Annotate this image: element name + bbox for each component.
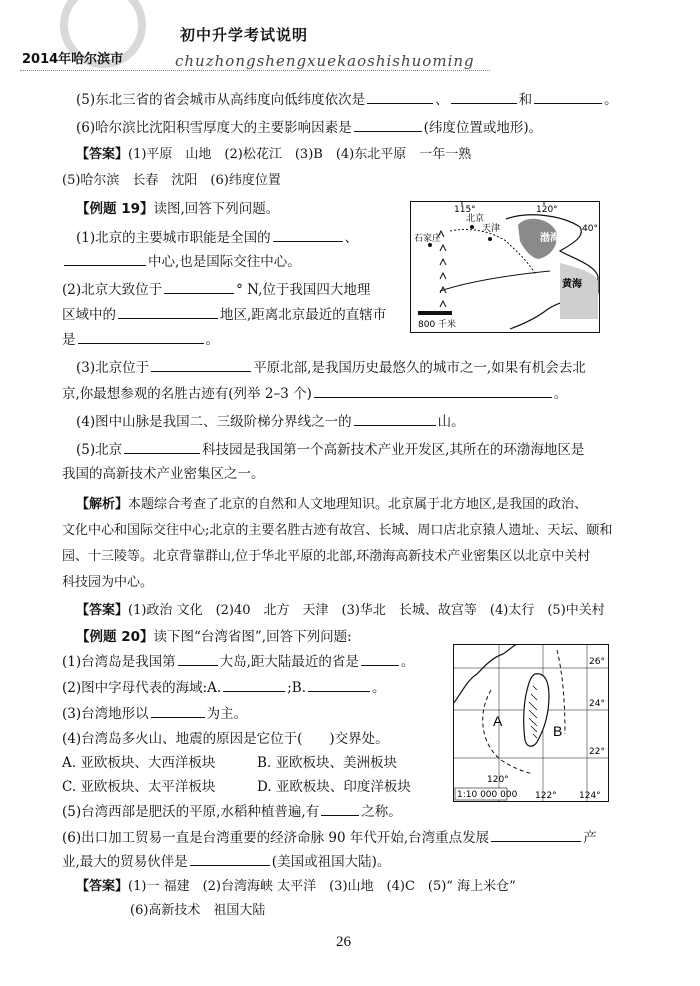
ex19-q2-cont — [62, 305, 386, 324]
q-text: 区域中的 — [62, 307, 116, 323]
answer-text: (5)哈尔滨 长春 沈阳 (6)纬度位置 — [62, 173, 281, 188]
blank — [354, 118, 422, 132]
q-text: ;B. — [287, 680, 306, 696]
answer-text: (1)平原 山地 (2)松花江 (3)B (4)东北平原 一年一熟 — [128, 147, 472, 162]
q-text: 京,你最想参观的名胜古迹有(列举 2–3 个) — [62, 386, 312, 402]
scale-label: 800 千米 — [418, 320, 457, 330]
header-title: 初中升学考试说明 — [180, 26, 309, 44]
option-d: D. 亚欧板块、印度洋板块 — [257, 779, 411, 795]
blank — [64, 252, 146, 266]
blank — [151, 704, 205, 718]
blank — [367, 90, 433, 104]
q-text: 。 — [371, 680, 386, 696]
q-text: (4)台湾岛多火山、地震的原因是它位于( )交界处。 — [62, 731, 389, 747]
q-text: (2)图中字母代表的海域:A. — [62, 680, 222, 696]
blank — [361, 652, 399, 666]
q-text: (6)出口加工贸易一直是台湾重要的经济命脉 90 年代开始,台湾重点发展 — [62, 830, 490, 846]
bohai-label: 渤海 — [540, 233, 560, 244]
analysis-block — [76, 496, 587, 514]
q-text: 平原北部,是我国历史最悠久的城市之一,如果有机会去北 — [253, 360, 586, 376]
ex20-options-cd — [62, 778, 411, 796]
lon-115-label: 115° — [454, 205, 476, 215]
blank — [451, 90, 517, 104]
ex20-q1 — [62, 652, 414, 671]
blank — [308, 678, 370, 692]
analysis-label: 【解析】 — [76, 497, 129, 512]
analysis-line-3 — [62, 548, 590, 566]
blank — [164, 280, 234, 294]
q5-sep: 、 — [435, 92, 449, 108]
lat-40-label: 40° — [582, 224, 598, 234]
q6-text: (6)哈尔滨比沈阳积雪厚度大的主要影响因素是 — [76, 120, 352, 136]
analysis-line-2 — [62, 522, 612, 540]
answer-text: (1)一 福建 (2)台湾海峡 太平洋 (3)山地 (4)C (5)“ 海上米仓” — [128, 879, 516, 894]
q-text: (3)台湾地形以 — [62, 706, 149, 722]
q-text: 中心,也是国际交往中心。 — [148, 254, 301, 270]
answer-label: 【答案】 — [76, 879, 129, 894]
sea-label-b: B — [553, 723, 563, 739]
q-text: 。 — [205, 332, 219, 348]
blank — [190, 852, 270, 866]
q-text: 大岛,距大陆最近的省是 — [219, 654, 359, 670]
tianjin-label: 天津 — [482, 224, 501, 234]
q-text: 。 — [400, 654, 415, 670]
answer-block-3-cont — [130, 902, 265, 920]
q5-end: 。 — [604, 92, 618, 108]
q-text: 我国的高新技术产业密集区之一。 — [62, 466, 265, 482]
option-c: C. 亚欧板块、太平洋板块 — [62, 779, 216, 795]
ex19-q2-cont2 — [62, 330, 219, 349]
blank — [223, 678, 285, 692]
blank — [118, 305, 218, 319]
q-text: ° N,位于我国四大地理 — [236, 282, 371, 298]
header-year-city: 2014年哈尔滨市 — [22, 52, 124, 67]
lat-24-label: 24° — [589, 699, 605, 709]
blank — [491, 828, 581, 842]
example-text: 读下图“台湾省图”,回答下列问题: — [153, 629, 352, 645]
q5-and: 和 — [518, 92, 533, 108]
example-label: 【例题 19】 — [76, 201, 154, 217]
answer-text: (6)高新技术 祖国大陆 — [130, 903, 266, 918]
answer-block-3 — [76, 878, 516, 896]
analysis-text: 园、十三陵等。北京背靠群山,位于华北平原的北部,环渤海高新技术产业密集区以北京中关村 — [62, 549, 591, 564]
beijing-region-map — [410, 201, 600, 333]
answer-block-2 — [76, 602, 605, 620]
taiwan-map — [453, 644, 609, 802]
option-b: B. 亚欧板块、美洲板块 — [257, 755, 398, 771]
ex19-q3-cont — [62, 384, 567, 403]
shijiazhuang-label: 石家庄 — [414, 234, 442, 244]
answer-block-1-cont — [62, 172, 281, 190]
blank — [273, 228, 343, 242]
q-text: (3)北京位于 — [76, 360, 150, 376]
analysis-text: 本题综合考查了北京的自然和人文地理知识。北京属于北方地区,是我国的政治、 — [128, 497, 588, 512]
q-text: (1)北京的主要城市职能是全国的 — [76, 230, 271, 246]
analysis-text: 文化中心和国际交往中心;北京的主要名胜古迹有故宫、长城、周口店北京猿人遗址、天坛、颐和 — [62, 523, 613, 538]
ex19-q1 — [76, 228, 358, 247]
q-text: 是 — [62, 332, 76, 348]
answer-label: 【答案】 — [76, 603, 129, 618]
header-pinyin: chuzhongshengxuekaoshishuoming — [175, 52, 475, 70]
q-text: 产 — [583, 830, 597, 846]
q-text: 。 — [553, 386, 568, 402]
lat-26-label: 26° — [589, 657, 605, 667]
tianjin-dot — [488, 237, 492, 241]
ex19-q2 — [62, 280, 370, 299]
ex19-q1-cont — [62, 252, 301, 271]
blank — [314, 384, 552, 398]
example-20-heading — [76, 628, 352, 646]
blank — [354, 412, 436, 426]
q-text: 、 — [344, 230, 359, 246]
q6-end: (纬度位置或地形)。 — [423, 120, 543, 136]
q-text: (5)北京 — [76, 442, 123, 458]
q-text: (5)台湾西部是肥沃的平原,水稻种植普遍,有 — [62, 804, 320, 820]
ex20-q5 — [62, 802, 402, 821]
lon-122-label: 122° — [535, 791, 557, 801]
scale-bar — [418, 311, 452, 315]
q-text: 为主。 — [206, 706, 248, 722]
ex19-q5 — [76, 440, 584, 459]
ex19-q3 — [76, 358, 586, 377]
lon-120-label: 120° — [536, 205, 558, 215]
analysis-line-4 — [62, 574, 153, 592]
answer-label: 【答案】 — [76, 147, 129, 162]
q-text: (美国或祖国大陆)。 — [271, 854, 391, 870]
header-divider — [20, 70, 490, 71]
q6-line — [76, 118, 542, 137]
beijing-dot — [470, 225, 474, 229]
ex20-q6-cont — [62, 852, 390, 871]
blank — [534, 90, 602, 104]
lon-124-label: 124° — [579, 791, 601, 801]
example-label: 【例题 20】 — [76, 629, 154, 645]
ex20-q3 — [62, 704, 247, 723]
ex19-q4 — [76, 412, 465, 431]
blank — [321, 802, 359, 816]
q-text: (1)台湾岛是我国第 — [62, 654, 176, 670]
blank — [178, 652, 218, 666]
q-text: (2)北京大致位于 — [62, 282, 163, 298]
q-text: (4)图中山脉是我国二、三级阶梯分界线之一的 — [76, 414, 352, 430]
page-number: 26 — [336, 934, 351, 950]
ex20-q2 — [62, 678, 385, 697]
q-text: 山。 — [437, 414, 465, 430]
q5-text: (5)东北三省的省会城市从高纬度向低纬度依次是 — [76, 92, 366, 108]
example-text: 读图,回答下列问题。 — [153, 201, 280, 217]
q-text: 之称。 — [361, 804, 402, 820]
q-text: 地区,距离北京最近的直辖市 — [220, 307, 387, 323]
ex20-q6 — [62, 828, 597, 847]
answer-text: (1)政治 文化 (2)40 北方 天津 (3)华北 长城、故宫等 (4)太行 (5)中关村 — [128, 603, 605, 618]
q-text: 科技园是我国第一个高新技术产业开发区,其所在的环渤海地区是 — [202, 442, 585, 458]
q-text: 业,最大的贸易伙伴是 — [62, 854, 188, 870]
example-19-heading — [76, 200, 279, 218]
scale-label: 1:10 000 000 — [457, 790, 518, 800]
beijing-label: 北京 — [466, 214, 485, 224]
blank — [151, 358, 251, 372]
ex19-q5-cont — [62, 465, 265, 483]
q5-line — [76, 90, 618, 109]
sea-label-a: A — [493, 713, 503, 729]
ex20-q4 — [62, 730, 389, 748]
blank — [124, 440, 200, 454]
ex20-options-ab — [62, 754, 397, 772]
lat-22-label: 22° — [589, 747, 605, 757]
huanghai-label: 黄海 — [562, 279, 582, 290]
analysis-text: 科技园为中心。 — [62, 575, 154, 590]
answer-block-1 — [76, 146, 471, 164]
option-a: A. 亚欧板块、大西洋板块 — [62, 755, 216, 771]
lon-120-label: 120° — [487, 775, 509, 785]
blank — [78, 330, 204, 344]
